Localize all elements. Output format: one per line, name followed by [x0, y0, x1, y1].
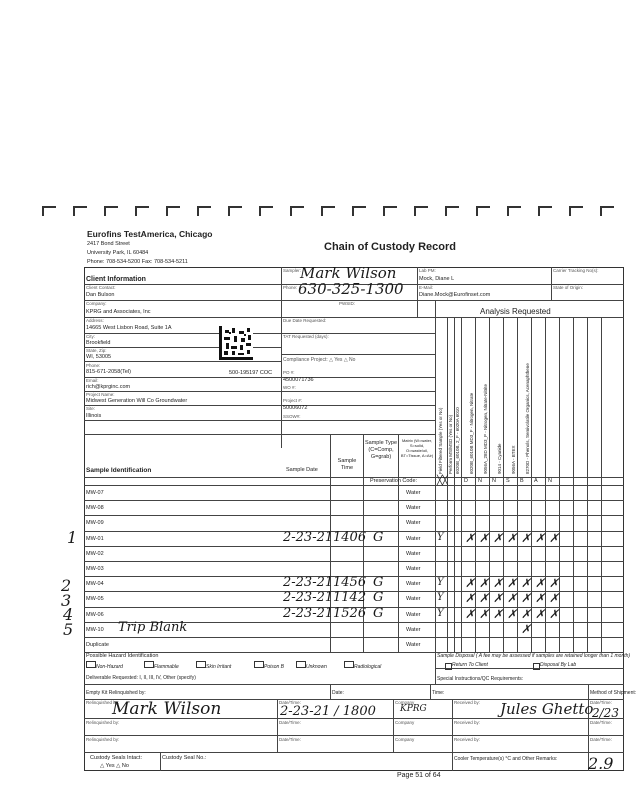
analysis-name: 9056A - BTEX [511, 445, 516, 474]
edge-mark [135, 206, 149, 216]
relinquished-by-signature: Mark Wilson [112, 699, 222, 719]
analysis-check: ✗ [549, 576, 560, 591]
client-state-zip-value: WI, 53005 [86, 354, 112, 360]
lab-address-line2: University Park, IL 60484 [87, 250, 149, 256]
preservation-code: N [548, 478, 552, 484]
analysis-check: ✗ [535, 591, 546, 606]
analysis-check: ✗ [493, 530, 504, 545]
table-row [84, 561, 624, 576]
hazard-checkbox[interactable] [344, 661, 354, 668]
return-to-client-checkbox[interactable] [445, 663, 452, 670]
analysis-name: 6020B_6010B MD3_F - Nitrogen, Nitrate [469, 392, 474, 474]
analysis-check: ✗ [549, 591, 560, 606]
page-number: Page 51 of 64 [397, 772, 441, 779]
table-row [84, 485, 624, 500]
analysis-name: 6020B_6010B, 2_F - 6020A 6010 [455, 407, 460, 474]
preservation-code: N [478, 478, 482, 484]
custody-seal-no-label: Custody Seal No.: [162, 755, 207, 761]
document-id: 500-195197 COC [229, 370, 273, 376]
sample-id: MW-07 [86, 490, 104, 496]
analysis-check: ✗ [507, 576, 518, 591]
lab-phone: Phone: 708-534-5200 Fax: 708-534-5211 [87, 259, 188, 265]
analysis-check: ✗ [479, 530, 490, 545]
analysis-check: ✗ [521, 606, 532, 621]
client-phone-handwritten: 630-325-1300 [298, 280, 404, 298]
analysis-check: ✗ [479, 576, 490, 591]
sample-time: 1406 [333, 529, 367, 545]
hazard-checkbox[interactable] [86, 661, 96, 668]
table-row [84, 500, 624, 515]
lab-email-value: Diane.Mock@Eurofinset.com [419, 292, 491, 298]
analysis-name: 9014 - Cyanide [497, 443, 502, 474]
analysis-name: 8270D - Phenols, Semivolatile Organics, Acenaphthene [525, 363, 530, 474]
edge-mark [538, 206, 552, 216]
empty-kit-date-label: Date: [332, 690, 344, 696]
analysis-check: ✗ [493, 606, 504, 621]
analysis-check: ✗ [465, 576, 476, 591]
hazard-option-label: Unknown [306, 664, 327, 670]
edge-mark [42, 206, 56, 216]
analysis-check: ✗ [535, 576, 546, 591]
sample-matrix: Water [406, 550, 421, 557]
analysis-check: ✗ [507, 591, 518, 606]
field-filtered: Y [437, 592, 444, 604]
hazard-checkbox[interactable] [144, 661, 154, 668]
trip-blank-handwritten: Trip Blank [118, 620, 188, 635]
preservation-code: N [492, 478, 496, 484]
disposal-by-lab-option[interactable]: Disposal By Lab [540, 662, 577, 668]
analysis-name: Perform MS/MSD (Yes or No) [448, 414, 453, 474]
edge-mark [569, 206, 583, 216]
sample-time-heading: Sample Time [337, 458, 357, 471]
sample-date: 2-23-21 [283, 529, 334, 545]
edge-mark [73, 206, 87, 216]
sample-time: 1142 [333, 590, 367, 606]
client-email-value: rich@kprginc.com [86, 384, 131, 390]
compliance-project: Compliance Project: △ Yes △ No [283, 357, 356, 363]
sample-id: Duplicate [86, 642, 109, 648]
analysis-check: ✗ [479, 591, 490, 606]
analysis-requested-heading: Analysis Requested [480, 307, 551, 316]
analysis-check: ✗ [521, 621, 532, 636]
edge-mark [104, 206, 118, 216]
client-company-value: KPRG and Associates, Inc [86, 309, 151, 315]
sample-date-heading: Sample Date [286, 467, 318, 473]
analysis-check: ✗ [521, 530, 532, 545]
method-shipment-label: Method of Shipment: [590, 690, 636, 696]
client-city-value: Brookfield [86, 340, 111, 346]
lab-pm-value: Mock, Diane L [419, 276, 455, 282]
edge-mark [414, 206, 428, 216]
client-phone-value: 815-671-2058(Tel) [86, 369, 131, 375]
edge-mark [352, 206, 366, 216]
sample-id: MW-04 [86, 581, 104, 588]
sample-time: 1456 [333, 575, 367, 591]
edge-mark [445, 206, 459, 216]
sample-matrix: Water [406, 642, 421, 648]
sample-matrix: Water [406, 626, 421, 633]
sample-matrix: Water [406, 505, 421, 512]
hazard-id-heading: Possible Hazard Identification [86, 653, 159, 659]
analysis-check: ✗ [521, 591, 532, 606]
disposal-by-lab-checkbox[interactable] [533, 663, 540, 670]
preservation-code: A [534, 478, 538, 484]
matrix-heading: Matrix (W=water, S=solid, O=waste/oil, BT=Tissue, A=Air) [400, 438, 434, 458]
hazard-checkbox[interactable] [296, 661, 306, 668]
preservation-cross: ╳╳ [437, 475, 448, 485]
sample-matrix: Water [406, 581, 421, 588]
analysis-check: ✗ [465, 606, 476, 621]
sample-id-heading: Sample Identification [86, 467, 152, 474]
edge-mark [166, 206, 180, 216]
preservation-code: B [520, 478, 524, 484]
margin-number-3: 3 [61, 591, 72, 610]
custody-seals-label: Custody Seals Intact: [90, 755, 142, 761]
hazard-option-label: Radiological [354, 664, 382, 670]
analysis-check: ✗ [507, 606, 518, 621]
hazard-option-label: Poison B [264, 664, 285, 670]
sample-date: 2-23-21 [283, 605, 334, 621]
preservation-code: S [506, 478, 510, 484]
hazard-checkbox[interactable] [196, 661, 206, 668]
table-row [84, 637, 624, 652]
analysis-check: ✗ [521, 576, 532, 591]
qr-code [219, 326, 253, 360]
received-date: 2/23 [592, 706, 619, 720]
lab-name: Eurofins TestAmerica, Chicago [87, 229, 213, 239]
edge-mark [259, 206, 273, 216]
lab-address-line1: 2417 Bond Street [87, 241, 130, 247]
client-address-value: 14665 West Lisbon Road, Suite 1A [86, 325, 172, 331]
edge-mark [228, 206, 242, 216]
edge-mark [476, 206, 490, 216]
sample-disposal-heading: Sample Disposal ( A fee may be assessed if samples are retained longer than 1 month) [437, 653, 631, 659]
table-row [84, 515, 624, 530]
special-instructions: Special Instructions/QC Requirements: [437, 676, 524, 682]
field-filtered: Y [437, 577, 444, 589]
analysis-check: ✗ [549, 530, 560, 545]
sample-date: 2-23-21 [283, 575, 334, 591]
analysis-check: ✗ [465, 591, 476, 606]
po-value: 4500071736 [283, 377, 314, 383]
hazard-checkbox[interactable] [254, 661, 264, 668]
project-name-value: Midwest Generation Will Co Groundwater [86, 398, 188, 404]
empty-kit-time-label: Time: [432, 690, 445, 696]
table-row [84, 546, 624, 561]
preservation-code-label: Preservation Code: [370, 478, 418, 484]
sample-matrix: Water [406, 535, 421, 542]
analysis-check: ✗ [549, 606, 560, 621]
sample-id: MW-05 [86, 596, 104, 603]
sample-matrix: Water [406, 596, 421, 603]
margin-number-5: 5 [63, 620, 74, 639]
sample-type: G [373, 529, 384, 545]
deliverable-requested: Deliverable Requested: I, II, III, IV, Other (specify) [86, 675, 196, 681]
hazard-option-label: Skin Irritant [206, 664, 232, 670]
hazard-option-label: Non-Hazard [96, 664, 123, 670]
relinquished-date-time: 2-23-21 / 1800 [280, 704, 376, 719]
sample-matrix: Water [406, 520, 421, 527]
relinquished-company: KPRG [400, 704, 427, 714]
sample-type: G [373, 575, 384, 591]
sample-date: 2-23-21 [283, 590, 334, 606]
analysis-check: ✗ [479, 606, 490, 621]
edge-mark [321, 206, 335, 216]
sample-id: MW-10 [86, 626, 104, 633]
sample-id: MW-08 [86, 505, 104, 512]
analysis-check: ✗ [535, 606, 546, 621]
sample-matrix: Water [406, 490, 421, 496]
empty-kit-label: Empty Kit Relinquished by: [86, 690, 146, 696]
hazard-option-label: Flammable [154, 664, 179, 670]
margin-number-2: 2 [61, 576, 72, 595]
field-filtered: Y [437, 607, 444, 619]
client-contact-value: Dan Bulson [86, 292, 115, 298]
sample-id: MW-06 [86, 611, 104, 618]
edge-mark [383, 206, 397, 216]
sampler-signature: Mark Wilson [300, 264, 397, 282]
sample-type-heading: Sample Type (C=Comp, G=grab) [365, 440, 398, 460]
custody-seals-yes-no: △ Yes △ No [100, 763, 129, 769]
form-title: Chain of Custody Record [324, 241, 457, 253]
analysis-check: ✗ [493, 576, 504, 591]
site-value: Illinois [86, 413, 102, 419]
edge-mark [507, 206, 521, 216]
analysis-check: ✗ [535, 530, 546, 545]
project-number-value: 50006072 [283, 405, 308, 411]
sample-id: MW-03 [86, 566, 104, 572]
analysis-check: ✗ [465, 530, 476, 545]
edge-mark [600, 206, 614, 216]
received-by-signature: Jules Ghetto [500, 700, 594, 718]
sample-id: MW-09 [86, 520, 104, 527]
sample-type: G [373, 590, 384, 606]
margin-number-1: 1 [67, 528, 78, 547]
margin-number-4: 4 [63, 605, 74, 624]
analysis-name: Field Filtered Sample (Yes or No) [438, 407, 443, 474]
cooler-temp-label: Cooler Temperature(s) °C and Other Remarks: [454, 756, 558, 762]
analysis-name: 9056A_28D MD3_P - Nitrogen, Nitrate-Nitrite [483, 384, 488, 474]
sample-matrix: Water [406, 611, 421, 618]
field-filtered: Y [437, 531, 444, 543]
sample-matrix: Water [406, 566, 421, 572]
client-info-heading: Client Information [86, 276, 146, 283]
sample-time: 1526 [333, 605, 367, 621]
edge-mark [197, 206, 211, 216]
sample-id: MW-02 [86, 550, 104, 557]
analysis-check: ✗ [493, 591, 504, 606]
cooler-temp-value: 2.9 [588, 754, 614, 773]
preservation-code: D [464, 478, 468, 484]
return-to-client-option[interactable]: Return To Client [452, 662, 488, 668]
edge-mark [290, 206, 304, 216]
sample-id: MW-01 [86, 535, 104, 542]
analysis-check: ✗ [507, 530, 518, 545]
sample-type: G [373, 605, 384, 621]
